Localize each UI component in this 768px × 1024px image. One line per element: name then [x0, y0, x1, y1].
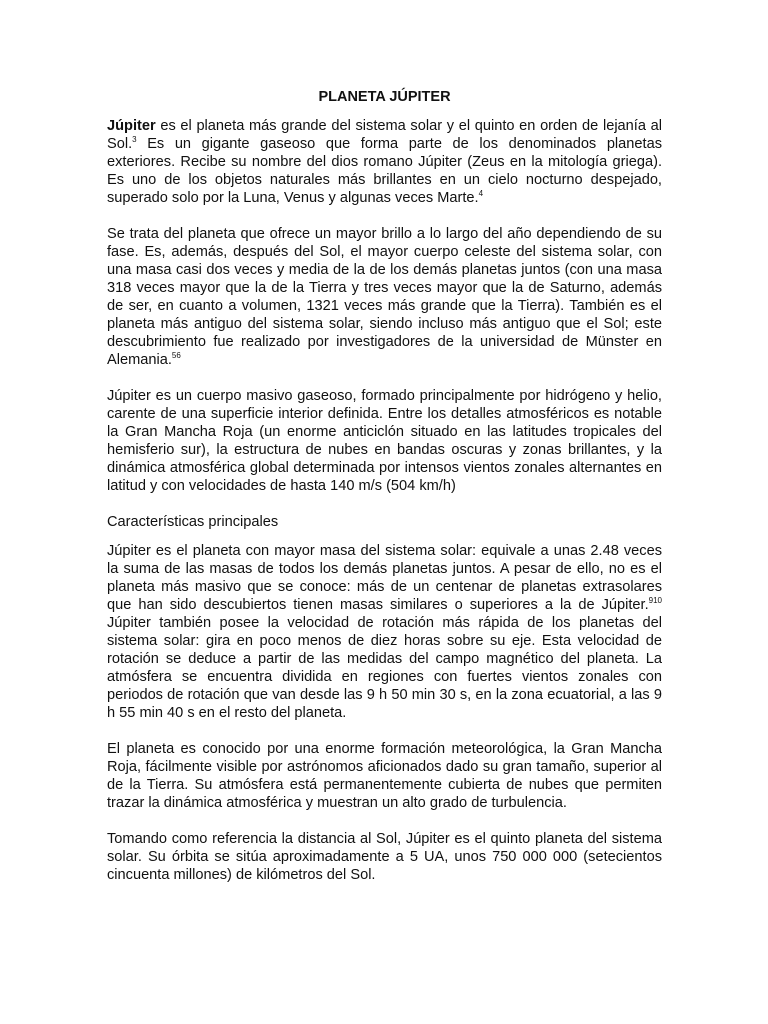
paragraph-text: Júpiter también posee la velocidad de rotación más rápida de los planetas del sistema solar: gira en poco menos de diez horas sobre su eje. Esta velocidad de rotación se deduce a partir de las medidas del campo magnético del planeta. La atmósfera se encuentra dividida en regiones con fuertes vientos zonales con periodos de rotación que van desde las 9 h 50 min 30 s, en la zona ecuatorial, a las 9 h 55 min 40 s en el resto del planeta. — [107, 615, 662, 721]
footnote-ref: 56 — [171, 351, 181, 360]
document-title: PLANETA JÚPITER — [318, 89, 451, 105]
paragraph-text: Tomando como referencia la distancia al Sol, Júpiter es el quinto planeta del sistema solar. Su órbita se sitúa aproximadamente a 5 UA, unos 750 000 000 (setecientos cincuenta millones) de kilómetros del Sol. — [107, 831, 662, 883]
section-heading: Características principales — [107, 514, 279, 530]
paragraph-intro — [107, 117, 662, 207]
paragraph-text: Júpiter es un cuerpo masivo gaseoso, formado principalmente por hidrógeno y helio, carente de una superficie interior definida. Entre los detalles atmosféricos es notable la Gran Mancha Roja (un enorme anticiclón situado en las latitudes tropicales del hemisferio sur), la estructura de nubes en bandas oscuras y zonas brillantes, y la dinámica atmosférica global determinada por intensos vientos zonales alternantes en latitud y con velocidades de hasta 140 m/s (504 km/h) — [107, 388, 662, 494]
paragraph-text: Es un gigante gaseoso que forma parte de los denominados planetas exteriores. Recibe su nombre del dios romano Júpiter (Zeus en la mitología griega). Es uno de los objetos naturales más brillantes en un cielo nocturno despejado, superado solo por la Luna, Venus y algunas veces Marte. — [107, 136, 662, 206]
paragraph-text: El planeta es conocido por una enorme formación meteorológica, la Gran Mancha Roja, fácilmente visible por astrónomos aficionados dado su gran tamaño, superior al de la Tierra. Su atmósfera está permanentemente cubierta de nubes que permiten trazar la dinámica atmosférica y muestran un alto grado de turbulencia. — [107, 741, 662, 811]
paragraph-mass — [107, 542, 662, 722]
paragraph-red-spot — [107, 740, 662, 812]
lead-term: Júpiter — [107, 118, 156, 134]
footnote-ref: 3 — [132, 135, 137, 144]
paragraph-composition — [107, 387, 662, 495]
paragraph-orbit — [107, 830, 662, 884]
footnote-ref: 910 — [648, 596, 662, 605]
paragraph-text: Se trata del planeta que ofrece un mayor brillo a lo largo del año dependiendo de su fase. Es, además, después del Sol, el mayor cuerpo celeste del sistema solar, con una masa casi dos veces y media de la de los demás planetas juntos (con una masa 318 veces mayor que la de la Tierra y tres veces mayor que la de Saturno, además de ser, en cuanto a volumen, 1321 veces más grande que la Tierra). También es el planeta más antiguo del sistema solar, siendo incluso más antiguo que el Sol; este descubrimiento fue realizado por investigadores de la universidad de Münster en Alemania. — [107, 226, 662, 368]
paragraph-text: es el planeta más grande del sistema solar y el quinto en orden de lejanía al Sol. — [107, 118, 662, 152]
document-page — [107, 88, 662, 902]
footnote-ref: 4 — [478, 189, 484, 198]
paragraph-brightness — [107, 225, 662, 369]
paragraph-text: Júpiter es el planeta con mayor masa del sistema solar: equivale a unas 2.48 veces la suma de las masas de todos los demás planetas juntos. A pesar de ello, no es el planeta más masivo que se conoce: más de un centenar de planetas extrasolares que han sido descubiertos tienen masas similares o superiores a la de Júpiter. — [107, 543, 662, 613]
